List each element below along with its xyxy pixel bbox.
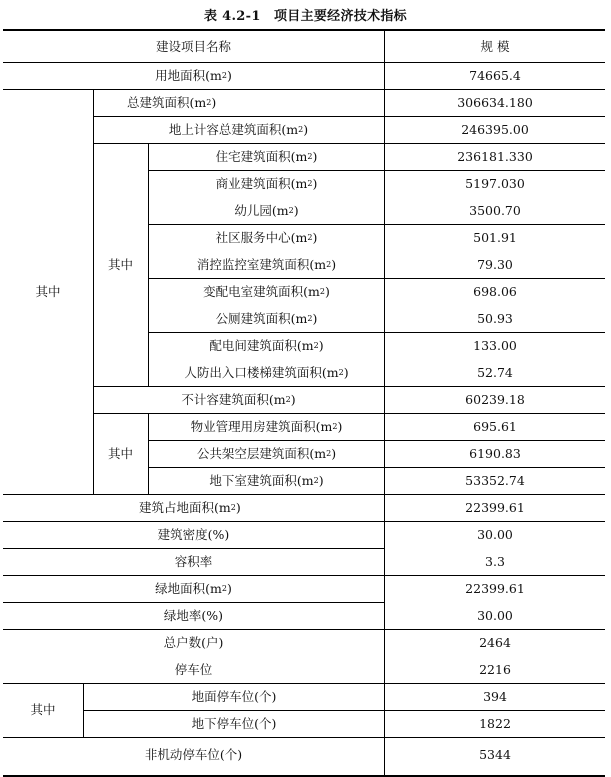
total-floor-area-value: 306634.180 <box>457 94 533 110</box>
residential-value: 236181.330 <box>457 148 533 164</box>
toilet-value: 50.93 <box>477 310 513 326</box>
bike-parking-label: 非机动停车位(个) <box>144 747 243 763</box>
substation-value: 698.06 <box>473 283 517 299</box>
green-area-label: 绿地面积(m 2 ) <box>155 580 232 596</box>
community-center-value: 501.91 <box>473 229 517 245</box>
green-ratio-value: 30.00 <box>477 607 513 623</box>
open-floor-label: 公共架空层建筑面积(m 2 ) <box>196 445 337 461</box>
land-area-value: 74665.4 <box>469 67 521 83</box>
basement-label: 地下室建筑面积(m 2 ) <box>209 472 324 488</box>
land-area-label: 用地面积(m 2 ) <box>155 67 232 83</box>
basement-value: 53352.74 <box>465 472 525 488</box>
far-group-label: 其中 <box>107 256 133 272</box>
property-mgmt-label: 物业管理用房建筑面积(m 2 ) <box>190 418 343 434</box>
civil-defense-stair-label: 人防出入口楼梯建筑面积(m 2 ) <box>184 364 349 380</box>
toilet-label: 公厕建筑面积(m 2 ) <box>215 310 318 326</box>
building-density-label: 建筑密度(%) <box>157 526 230 542</box>
header-scale: 规 模 <box>480 38 510 54</box>
far-area-label: 地上计容总建筑面积(m 2 ) <box>168 121 309 137</box>
far-area-value: 246395.00 <box>461 121 529 137</box>
fire-control-value: 79.30 <box>477 256 513 272</box>
green-area-value: 22399.61 <box>465 580 525 596</box>
table-title: 表 4.2-1 项目主要经济技术指标 <box>204 9 407 24</box>
commercial-label: 商业建筑面积(m 2 ) <box>215 175 318 191</box>
open-floor-value: 6190.83 <box>469 445 521 461</box>
households-label: 总户数(户) <box>163 634 224 650</box>
kindergarten-label: 幼儿园(m 2 ) <box>234 202 299 218</box>
community-center-label: 社区服务中心(m 2 ) <box>215 229 318 245</box>
underground-parking-value: 1822 <box>479 715 511 731</box>
total-floor-area-label: 总建筑面积(m 2 ) <box>127 94 217 110</box>
property-mgmt-value: 695.61 <box>473 418 517 434</box>
plot-ratio-label: 容积率 <box>174 553 213 569</box>
group-label: 其中 <box>35 283 61 299</box>
ground-parking-value: 394 <box>483 688 507 704</box>
economic-indicators-table <box>3 29 605 777</box>
underground-parking-label: 地下停车位(个) <box>191 715 277 731</box>
civil-defense-stair-value: 52.74 <box>477 364 513 380</box>
distribution-room-label: 配电间建筑面积(m 2 ) <box>209 337 324 353</box>
footprint-value: 22399.61 <box>465 499 525 515</box>
distribution-room-value: 133.00 <box>473 337 517 353</box>
header-item-name: 建设项目名称 <box>155 38 231 54</box>
commercial-value: 5197.030 <box>465 175 525 191</box>
footprint-label: 建筑占地面积(m 2 ) <box>139 499 241 515</box>
non-far-area-label: 不计容建筑面积(m 2 ) <box>181 391 296 407</box>
households-value: 2464 <box>479 634 511 650</box>
ground-parking-label: 地面停车位(个) <box>191 688 277 704</box>
residential-label: 住宅建筑面积(m 2 ) <box>215 148 318 164</box>
building-density-value: 30.00 <box>477 526 513 542</box>
plot-ratio-value: 3.3 <box>485 553 505 569</box>
parking-label: 停车位 <box>174 661 213 677</box>
non-far-area-value: 60239.18 <box>465 391 525 407</box>
parking-value: 2216 <box>479 661 511 677</box>
kindergarten-value: 3500.70 <box>469 202 521 218</box>
fire-control-label: 消控监控室建筑面积(m 2 ) <box>196 256 337 272</box>
non-far-group-label: 其中 <box>107 445 133 461</box>
substation-label: 变配电室建筑面积(m 2 ) <box>203 283 330 299</box>
bike-parking-value: 5344 <box>479 747 511 763</box>
parking-group-label: 其中 <box>30 702 56 718</box>
green-ratio-label: 绿地率(%) <box>163 607 224 623</box>
